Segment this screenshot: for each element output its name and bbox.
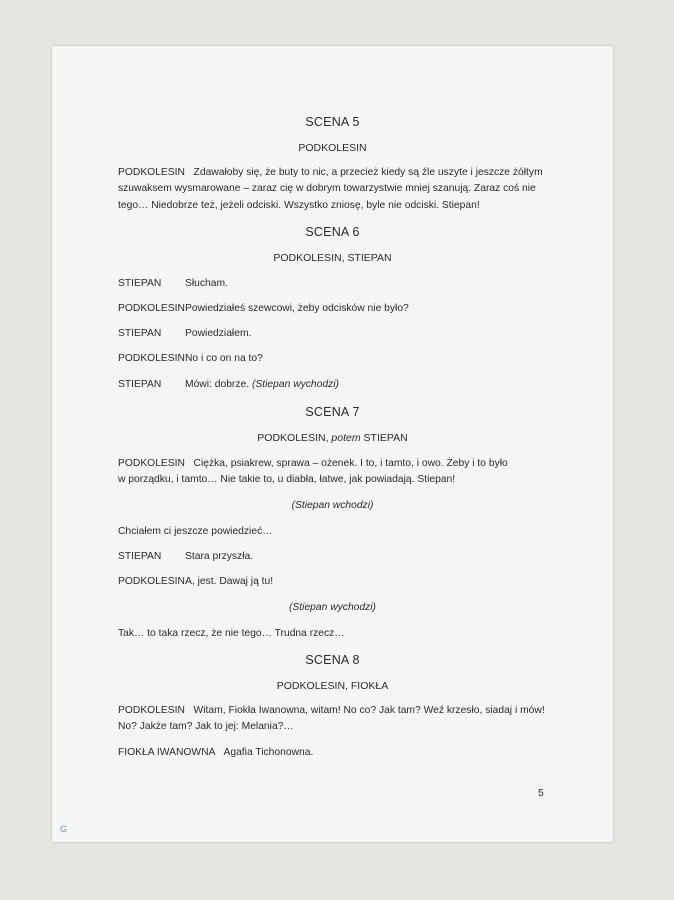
- dialogue-text: Stara przyszła.: [185, 551, 254, 562]
- dialogue-text: Powiedziałeś szewcowi, żeby odcisków nie było?: [185, 303, 409, 314]
- scene-7-heading: SCENA 7: [305, 405, 360, 419]
- cast-text: STIEPAN: [363, 432, 408, 444]
- speaker-name: STIEPAN: [118, 379, 162, 390]
- dialogue-text: A, jest. Dawaj ją tu!: [185, 576, 274, 587]
- speaker-name: PODKOLESIN: [118, 167, 185, 178]
- dialogue-text: Powiedziałem.: [185, 328, 252, 339]
- scene-5-cast: PODKOLESIN: [298, 142, 367, 154]
- scene-5-line-3: tego… Niedobrze też, jeżeli odciski. Wszystko zniosę, byle nie odciski. Stiepan!: [118, 200, 480, 211]
- scene-8-heading: SCENA 8: [305, 653, 360, 667]
- page-number: 5: [538, 788, 544, 799]
- dialogue-text: Agafia Tichonowna.: [223, 747, 314, 758]
- scene-6-cast: PODKOLESIN, STIEPAN: [273, 252, 392, 264]
- speaker-name: FIOKŁA IWANOWNA: [118, 747, 216, 758]
- speaker-name: PODKOLESIN: [118, 576, 185, 587]
- scene-8-speech-line-2: No? Jakże tam? Jak to jej: Melania?…: [118, 721, 294, 732]
- scene-7-speech-line-2: w porządku, i tamto… Nie takie to, u diabła, łatwe, jak powiadają. Stiepan!: [118, 474, 456, 485]
- scene-7-speech-line-1: [118, 458, 508, 469]
- stage-direction: (Stiepan wchodzi): [291, 500, 374, 511]
- speaker-name: STIEPAN: [118, 551, 162, 562]
- scene-8-speech-2: [118, 747, 313, 758]
- scene-6-heading: SCENA 6: [305, 225, 360, 239]
- corner-pen-mark: G: [60, 824, 68, 834]
- speaker-name: STIEPAN: [118, 278, 162, 289]
- stage-direction: (Stiepan wychodzi): [289, 602, 376, 613]
- document-page: [52, 46, 613, 842]
- speaker-name: PODKOLESIN: [118, 303, 185, 314]
- dialogue-text: Ciężka, psiakrew, sprawa – ożenek. I to, i tamto, i owo. Żeby i to było: [193, 458, 508, 469]
- scene-8-speech-line-1: [118, 705, 545, 716]
- dialogue-line: [185, 379, 339, 390]
- speaker-name: PODKOLESIN: [118, 458, 185, 469]
- scene-8-cast: PODKOLESIN, FIOKŁA: [276, 680, 389, 692]
- dialogue-text: Zdawałoby się, że buty to nic, a przecież kiedy są źle uszyte i jeszcze żółtym: [193, 167, 543, 178]
- cast-italic: potem: [331, 432, 361, 444]
- dialogue-text: Słucham.: [185, 278, 228, 289]
- scene-5-line-1: [118, 167, 543, 178]
- dialogue-text: No i co on na to?: [185, 353, 263, 364]
- speaker-name: PODKOLESIN: [118, 353, 185, 364]
- cast-text: PODKOLESIN,: [257, 432, 329, 444]
- scene-7-cast: [52, 432, 613, 444]
- scene-5-heading: SCENA 5: [305, 115, 360, 129]
- dialogue-text: Mówi: dobrze.: [185, 379, 250, 390]
- dialogue-text: Chciałem ci jeszcze powiedzieć…: [118, 526, 273, 537]
- speaker-name: PODKOLESIN: [118, 705, 185, 716]
- dialogue-text: Tak… to taka rzecz, że nie tego… Trudna rzecz…: [118, 628, 345, 639]
- scene-5-line-2: szuwaksem wysmarowane – zaraz cię w dobrym towarzystwie mniej szanują. Zaraz coś nie: [118, 183, 536, 194]
- stage-direction: (Stiepan wychodzi): [251, 379, 339, 390]
- speaker-name: STIEPAN: [118, 328, 162, 339]
- dialogue-text: Witam, Fiokła Iwanowna, witam! No co? Jak tam? Weź krzesło, siadaj i mów!: [193, 705, 545, 716]
